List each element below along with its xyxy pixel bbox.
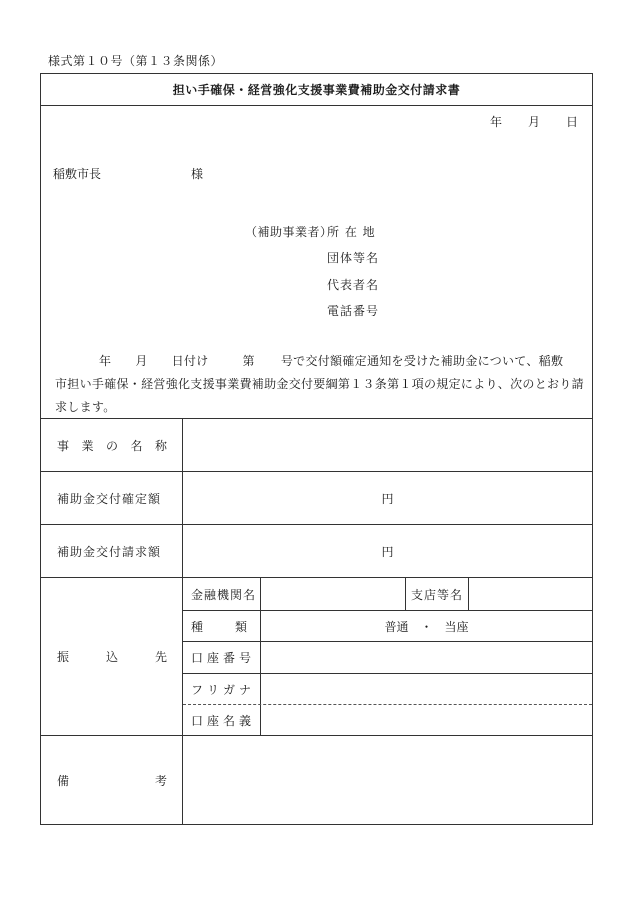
- request-amount-field[interactable]: [183, 525, 592, 577]
- request-line-2: 市担い手確保・経営強化支援事業費補助金交付要綱第１３条第１項の規定により、次のとおり請: [55, 377, 584, 391]
- request-dai: 第: [242, 354, 255, 368]
- request-year: 年: [99, 354, 112, 368]
- furigana-label: フ リ ガ ナ: [183, 674, 261, 704]
- addressee-name: 稲敷市長: [53, 167, 102, 181]
- request-amount-unit: 円: [381, 544, 394, 559]
- applicant-row: [245, 245, 379, 272]
- addressee: [53, 165, 203, 182]
- account-name-row: [183, 704, 592, 736]
- bank-name-row: [183, 578, 592, 610]
- account-type-field[interactable]: 普通 ・ 当座: [384, 619, 469, 634]
- request-rest: 号で交付額確定通知を受けた補助金について、稲敷: [280, 354, 564, 368]
- applicant-block: [245, 218, 379, 324]
- request-amount-label: 補助金交付請求額: [41, 525, 183, 577]
- remarks-row: [41, 735, 592, 824]
- account-number-row: [183, 641, 592, 673]
- transfer-row: [41, 577, 592, 735]
- project-name-label: 事 業 の 名 称: [41, 419, 183, 471]
- date-day: 日: [565, 115, 578, 129]
- confirmed-amount-label: 補助金交付確定額: [41, 472, 183, 524]
- confirmed-amount-row: [41, 471, 592, 524]
- request-day-dated: 日付け: [171, 354, 209, 368]
- applicant-row: [245, 298, 379, 325]
- applicant-role: （補助事業者）: [245, 224, 333, 239]
- account-number-label: 口 座 番 号: [183, 642, 261, 673]
- addressee-honorific: 様: [191, 167, 204, 181]
- request-month: 月: [135, 354, 148, 368]
- applicant-address-label: 所 在 地: [327, 224, 376, 239]
- branch-label: 支店等名: [405, 578, 469, 610]
- confirmed-amount-unit: 円: [381, 491, 394, 506]
- project-name-field[interactable]: [183, 419, 592, 471]
- remarks-label: 備 考: [41, 736, 183, 824]
- bank-name-label: 金融機関名: [183, 578, 261, 610]
- date-year: 年: [489, 115, 502, 129]
- request-form: [40, 73, 593, 825]
- transfer-label: 振 込 先: [41, 578, 183, 735]
- applicant-row: [245, 271, 379, 298]
- date-month: 月: [527, 115, 540, 129]
- applicant-row: [245, 218, 379, 245]
- furigana-row: [183, 673, 592, 704]
- request-line-1: [55, 350, 580, 373]
- form-number: 様式第１０号（第１３条関係）: [48, 54, 224, 68]
- confirmed-amount-field[interactable]: [183, 472, 592, 524]
- form-title: 担い手確保・経営強化支援事業費補助金交付請求書: [41, 74, 592, 106]
- furigana-field[interactable]: [261, 674, 592, 704]
- remarks-field[interactable]: [183, 736, 592, 824]
- applicant-representative-label: 代表者名: [327, 277, 380, 292]
- request-amount-row: [41, 524, 592, 577]
- account-number-field[interactable]: [261, 642, 592, 673]
- account-type-row: [183, 610, 592, 641]
- account-type-label: 種 類: [183, 611, 261, 641]
- request-line-3: 求します。: [55, 400, 116, 414]
- date-line: [490, 113, 578, 130]
- applicant-phone-label: 電話番号: [327, 304, 380, 319]
- account-name-field[interactable]: [261, 705, 592, 736]
- request-text: [55, 350, 584, 419]
- project-name-row: [41, 418, 592, 471]
- applicant-org-label: 団体等名: [327, 251, 380, 266]
- account-name-label: 口 座 名 義: [183, 705, 261, 736]
